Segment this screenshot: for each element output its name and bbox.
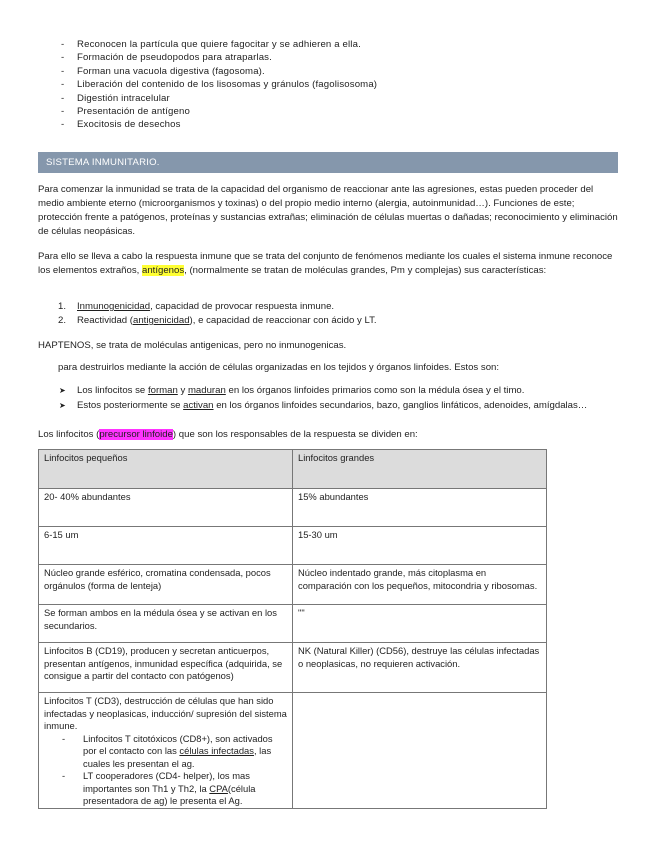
list-item — [58, 314, 377, 328]
phagocytosis-steps-list — [61, 38, 377, 132]
list-item: - Presentación de antígeno — [61, 105, 190, 117]
precursor-highlight: precursor linfoide — [99, 429, 173, 440]
sub-text: Linfocitos T citotóxicos (CD8+), son activados por el contacto con las — [83, 732, 273, 756]
list-item: - Exocitosis de desechos — [61, 119, 181, 131]
intro-text-after: ) que son los responsables de la respuesta se dividen en: — [172, 429, 418, 440]
table-cell: "" — [293, 605, 547, 643]
antigen-highlight: antígenos — [142, 265, 185, 276]
term: células infectadas — [179, 745, 254, 756]
term: maduran — [187, 385, 226, 396]
characteristics-list — [58, 300, 377, 328]
item-number: 2. — [58, 315, 67, 326]
list-item: - LT cooperadores (CD4- helper), los mas importantes son Th1 y Th2, la CPA(célula presentadora de ag) le presenta el Ag. — [62, 770, 256, 806]
table-cell: Linfocitos B (CD19), producen y secretan anticuerpos, presentan antígenos, inmunidad específica (adquirida, se consigue a partir del contacto con patógenos) — [39, 643, 293, 693]
table-cell: Se forman ambos en la médula ósea y se activan en los secundarios. — [39, 605, 293, 643]
table-row — [39, 605, 547, 643]
step-text: Reconocen la partícula que quiere fagocitar y se adhieren a ella. — [77, 39, 361, 50]
haptenos-paragraph: HAPTENOS, se trata de moléculas antigenicas, pero no inmunogenicas. — [38, 340, 347, 351]
list-item: - Linfocitos T citotóxicos (CD8+), son activados por el contacto con las células infectadas, las cuales les presentan el ag. — [62, 732, 273, 769]
header-cell: Linfocitos grandes — [293, 450, 547, 489]
list-item: - Liberación del contenido de los lisosomas y gránulos (fagolisosoma) — [61, 79, 378, 91]
table-cell: Núcleo grande esférico, cromatina condensada, pocos orgánulos (forma de lenteja) — [39, 565, 293, 605]
intro-text-before: Los linfocitos ( — [38, 429, 100, 440]
table-cell: 15% abundantes — [293, 489, 547, 527]
lymphocytes-intro — [38, 428, 620, 442]
step-text: Liberación del contenido de los lisosomas y gránulos (fagolisosoma) — [77, 79, 378, 91]
sub-text: (célula presentadora de ag) le presenta el Ag. — [83, 782, 256, 806]
t-cells-intro: Linfocitos T (CD3), destrucción de células que han sido infectadas y neoplasicas, inducción/ supresión del sistema inmune. — [44, 695, 287, 731]
table-cell: NK (Natural Killer) (CD56), destruye las células infectadas o neoplasicas, no requieren activación. — [293, 643, 547, 693]
term: activan — [183, 400, 214, 411]
list-item: - Formación de pseudopodos para atraparlas. — [61, 52, 272, 64]
antigen-text-before: Para ello se lleva a cabo la respuesta inmune que se trata del conjunto de fenómenos mediante los cuales el sistema inmune reconoce los elementos extraños, — [38, 251, 613, 276]
table-row — [39, 565, 547, 605]
term: CPA — [209, 782, 228, 794]
table-header-row — [39, 450, 547, 489]
arrow-bullet-icon: ➤ — [59, 386, 66, 395]
intro-paragraph: Para comenzar la inmunidad se trata de la capacidad del organismo de reaccionar ante las agresiones, estas pueden proceder del medio ambiente eterno (microorganismos y toxinas) o del propio medio interno (alergia, autoinmunidad…). Funciones de este; protección frente a patógenos, proteínas y sustancias extrañas; eliminación de células muertas o dañadas; reconocimiento y eliminación de células neopásicas. — [38, 184, 618, 237]
item-text: ), e capacidad de reaccionar con ácido y LT. — [189, 315, 377, 326]
section-heading: SISTEMA INMUNITARIO. — [38, 152, 618, 173]
point-text: en los órganos linfoides primarios como son la médula ósea y el timo. — [225, 385, 525, 396]
t-cells-sublist — [44, 733, 287, 808]
header-cell: Linfocitos pequeños — [39, 450, 293, 489]
term: antigenicidad — [133, 315, 190, 326]
point-text: y — [177, 385, 188, 396]
list-item — [58, 300, 377, 314]
item-text: , capacidad de provocar respuesta inmune. — [150, 301, 335, 312]
point-text: Los linfocitos se — [77, 385, 148, 396]
t-cells-cell — [39, 693, 293, 809]
list-item — [59, 399, 619, 413]
step-text: Formación de pseudopodos para atraparlas. — [77, 52, 272, 64]
table-cell: 15-30 um — [293, 527, 547, 565]
term: forman — [147, 385, 178, 396]
table-row — [39, 527, 547, 565]
list-item — [59, 384, 619, 398]
step-text: Forman una vacuola digestiva (fagosoma). — [77, 65, 265, 77]
step-text: Presentación de antígeno — [77, 105, 190, 117]
table-cell: 6-15 um — [39, 527, 293, 565]
destroy-paragraph: para destruirlos mediante la acción de células organizadas en los tejidos y órganos linfoides. Estos son: — [58, 362, 500, 373]
sub-text: LT cooperadores (CD4- helper), los mas importantes son Th1 y Th2, la — [83, 770, 250, 794]
table-cell: Núcleo indentado grande, más citoplasma en comparación con los pequeños, mitocondria y ribosomas. — [293, 565, 547, 605]
item-text: Reactividad ( — [77, 315, 133, 326]
step-text: Exocitosis de desechos — [77, 119, 181, 131]
point-text: Estos posteriormente se — [77, 400, 184, 411]
table-cell: 20- 40% abundantes — [39, 489, 293, 527]
sub-text: , las cuales les presentan el ag. — [83, 745, 272, 769]
table-cell — [293, 693, 547, 809]
antigen-paragraph — [38, 250, 620, 278]
term: Inmunogenicidad — [77, 301, 151, 312]
item-number: 1. — [58, 301, 67, 312]
list-item: - Forman una vacuola digestiva (fagosoma). — [61, 65, 265, 77]
antigen-text-after: , (normalmente se tratan de moléculas grandes, Pm y complejas) sus características: — [184, 265, 547, 276]
point-text: en los órganos linfoides secundarios, bazo, ganglios linfáticos, adenoides, amígdalas… — [213, 400, 588, 411]
step-text: Digestión intracelular — [77, 92, 170, 104]
lymphocytes-table — [38, 449, 547, 809]
organ-points-list — [59, 384, 619, 414]
table-row — [39, 693, 547, 809]
list-item: - Reconocen la partícula que quiere fagocitar y se adhieren a ella. — [61, 39, 361, 50]
list-item: - Digestión intracelular — [61, 92, 170, 104]
table-row — [39, 489, 547, 527]
arrow-bullet-icon: ➤ — [59, 401, 66, 410]
table-row — [39, 643, 547, 693]
